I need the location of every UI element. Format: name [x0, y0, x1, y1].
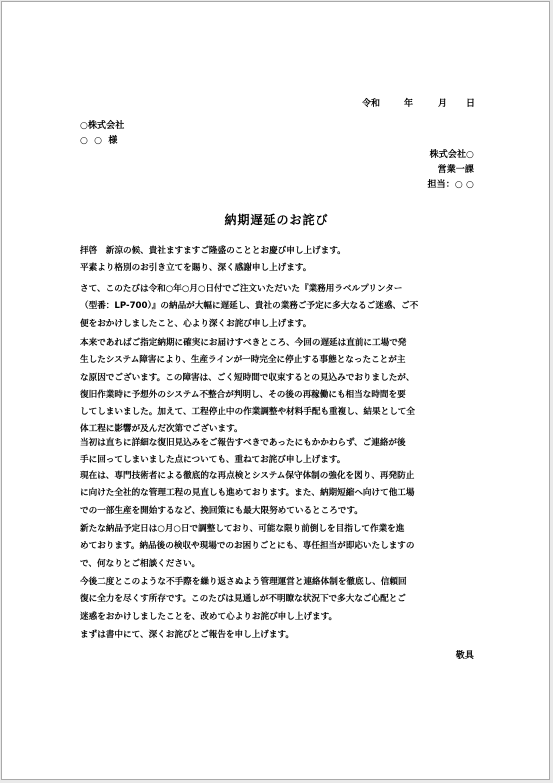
- sender-company: 株式会社○: [429, 150, 474, 160]
- text-line: してしまいました。加えて、工程停止中の作業調整や材料手配も重複し、結果として全: [80, 407, 415, 418]
- text-line: 復旧作業時に予想外のシステム不整合が判明し、その後の再稼働にも相当な時間を要: [80, 389, 406, 400]
- text-line: まずは書中にて、深くお詫びとご報告を申し上げます。: [80, 630, 294, 640]
- paragraph-commitment: [80, 574, 475, 626]
- paragraph-greeting: [80, 243, 475, 278]
- paragraph-conclusion: [80, 627, 475, 644]
- closing: 敬具: [455, 651, 474, 661]
- text-line: 現在は、専門技術者による徹底的な再点検とシステム保守体制の強化を図り、再発防止: [80, 471, 415, 481]
- date-era: 令和: [362, 99, 381, 109]
- text-line: めております。納品後の検収や現場でのお困りごとにも、専任担当が即応いたしますの: [80, 541, 415, 552]
- text-line: での一部生産を開始するなど、挽回策にも最大限努めているところです。: [80, 505, 363, 516]
- sender-person: 担当：○ ○: [427, 180, 474, 190]
- text-line: 本来であればご指定納期に確実にお届けすべきところ、今回の遅延は直前に工場で発: [80, 338, 407, 348]
- text-line: な原因でございます。この障害は、ごく短時間で収束するとの見込みでおりましたが、: [80, 372, 415, 383]
- text-line: 手に回ってしまいました点についても、重ねてお詫び申し上げます。: [80, 455, 346, 466]
- text-line: で、何なりとご相談ください。: [80, 558, 201, 569]
- paragraph-report-delay: [80, 435, 475, 470]
- letter-title: 納期遅延のお詫び: [224, 213, 329, 227]
- paragraph-apology: [80, 281, 475, 333]
- sender-department: 営業一課: [437, 165, 474, 175]
- text-line: 当初は直ちに詳細な復旧見込みをご報告すべきであったにもかかわらず、ご連絡が後: [80, 438, 406, 448]
- paragraph-cause: [80, 335, 475, 439]
- text-line: 平素より格別のお引き立てを賜り、深く感謝申し上げます。: [80, 263, 312, 274]
- letter-page: [1, 1, 550, 780]
- text-line: 今後二度とこのような不手際を繰り返さぬよう管理運営と連絡体制を徹底し、信頼回: [80, 577, 407, 587]
- text-line: さて、このたびは令和○年○月○日付でご注文いただいた『業務用ラベルプリンター: [80, 284, 403, 294]
- text-line: 体工程に影響が及んだ次第でございます。: [80, 424, 243, 435]
- text-line: 新たな納品予定日は○月○日で調整しており、可能な限り前倒しを目指して作業を進: [80, 524, 405, 534]
- text-line: 復に全力を尽くす所存です。このたびは見通しが不明瞭な状況下で多大なご心配とご: [80, 594, 406, 605]
- text-line: 便をおかけしましたこと、心より深くお詫び申し上げます。: [80, 318, 312, 329]
- text-line: 迷惑をおかけしましたことを、改めて心よりお詫び申し上げます。: [80, 611, 338, 622]
- date-year: 年: [404, 99, 414, 109]
- date-day: 日: [466, 99, 476, 109]
- date-month: 月: [438, 99, 448, 109]
- text-line: 生したシステム障害により、生産ラインが一時完全に停止する事態となったことが主: [80, 355, 406, 366]
- text-line: 拝啓 新涼の候、貴社ますますご隆盛のこととお慶び申し上げます。: [80, 246, 346, 256]
- recipient-name: ○ ○ 様: [80, 136, 118, 146]
- paragraph-new-schedule: [80, 521, 475, 573]
- paragraph-countermeasures: [80, 468, 475, 520]
- text-line: （型番：LP-700）』の納品が大幅に遅延し、貴社の業務ご予定に多大なるご迷惑、ご不: [80, 301, 419, 312]
- recipient-company: ○株式会社: [80, 121, 125, 131]
- text-line: に向けた全社的な管理工程の見直しも進めております。また、納期短縮へ向けて他工場: [80, 488, 415, 499]
